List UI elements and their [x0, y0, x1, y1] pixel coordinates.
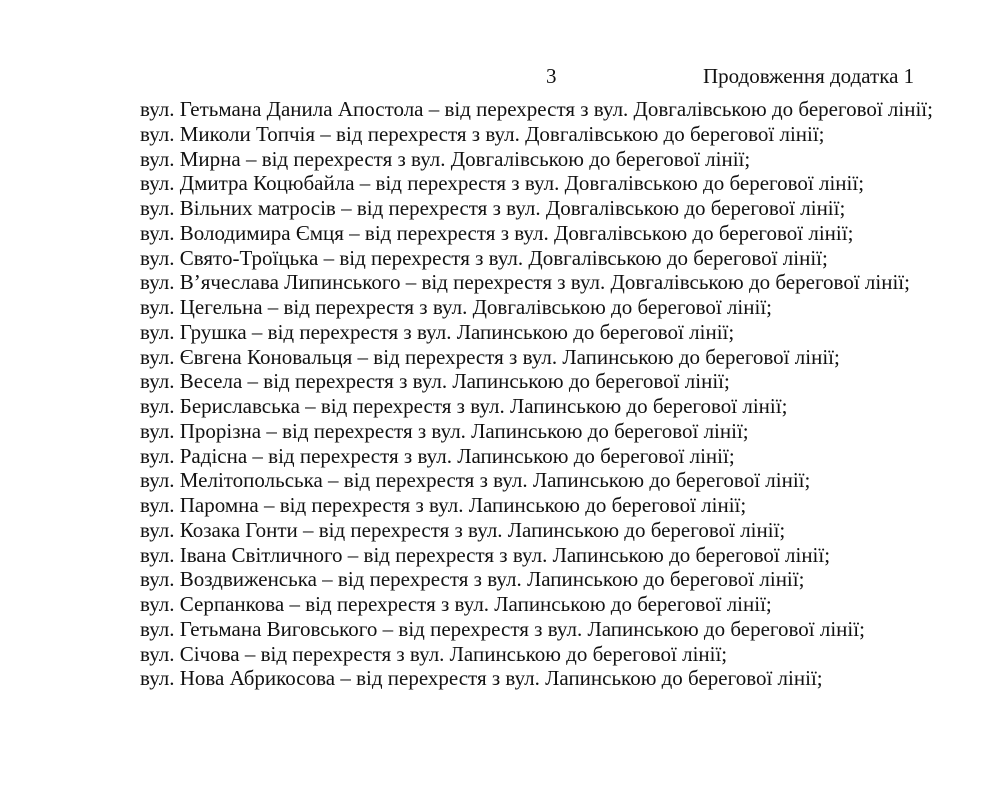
street-entry: вул. Серпанкова – від перехрестя з вул. Лапинською до берегової лінії;: [140, 592, 772, 616]
street-entry: вул. Козака Гонти – від перехрестя з вул. Лапинською до берегової лінії;: [140, 517, 786, 542]
street-entry: вул. Мелітопольська – від перехрестя з вул. Лапинською до берегової лінії;: [140, 468, 811, 493]
street-entry: вул. Нова Абрикосова – від перехрестя з вул. Лапинською до берегової лінії;: [140, 666, 823, 691]
street-list: [140, 97, 967, 691]
street-entry: вул. Воздвиженська – від перехрестя з вул. Лапинською до берегової лінії;: [140, 567, 805, 592]
street-entry: вул. Івана Світличного – від перехрестя з вул. Лапинською до берегової лінії;: [140, 542, 831, 567]
street-entry: вул. Дмитра Коцюбайла – від перехрестя з вул. Довгалівською до берегової лінії;: [140, 171, 865, 196]
street-entry: вул. Радісна – від перехрестя з вул. Лапинською до берегової лінії;: [140, 443, 735, 468]
street-entry: вул. Прорізна – від перехрестя з вул. Лапинською до берегової лінії;: [140, 418, 749, 443]
page-number: 3: [546, 64, 557, 88]
street-entry: вул. Гетьмана Данила Апостола – від перехрестя з вул. Довгалівською до берегової лінії;: [140, 97, 933, 121]
street-entry: вул. Бериславська – від перехрестя з вул. Лапинською до берегової лінії;: [140, 394, 788, 418]
street-entry: вул. В’ячеслава Липинського – від перехрестя з вул. Довгалівською до берегової лінії;: [140, 270, 910, 295]
street-entry: вул. Паромна – від перехрестя з вул. Лапинською до берегової лінії;: [140, 493, 747, 517]
street-entry: вул. Свято-Троїцька – від перехрестя з вул. Довгалівською до берегової лінії;: [140, 245, 828, 270]
street-entry: вул. Володимира Ємця – від перехрестя з вул. Довгалівською до берегової лінії;: [140, 220, 854, 245]
street-entry: вул. Грушка – від перехрестя з вул. Лапинською до берегової лінії;: [140, 319, 735, 344]
street-entry: вул. Січова – від перехрестя з вул. Лапинською до берегової лінії;: [140, 641, 728, 666]
street-entry: вул. Весела – від перехрестя з вул. Лапинською до берегової лінії;: [140, 369, 730, 394]
street-entry: вул. Євгена Коновальця – від перехрестя з вул. Лапинською до берегової лінії;: [140, 344, 840, 369]
street-entry: вул. Гетьмана Виговського – від перехрестя з вул. Лапинською до берегової лінії;: [140, 616, 865, 641]
street-entry: вул. Вільних матросів – від перехрестя з вул. Довгалівською до берегової лінії;: [140, 196, 846, 220]
continuation-heading: Продовження додатка 1: [703, 64, 915, 88]
street-entry: вул. Миколи Топчія – від перехрестя з вул. Довгалівською до берегової лінії;: [140, 121, 825, 146]
street-entry: вул. Цегельна – від перехрестя з вул. Довгалівською до берегової лінії;: [140, 295, 772, 319]
street-entry: вул. Мирна – від перехрестя з вул. Довгалівською до берегової лінії;: [140, 146, 751, 171]
